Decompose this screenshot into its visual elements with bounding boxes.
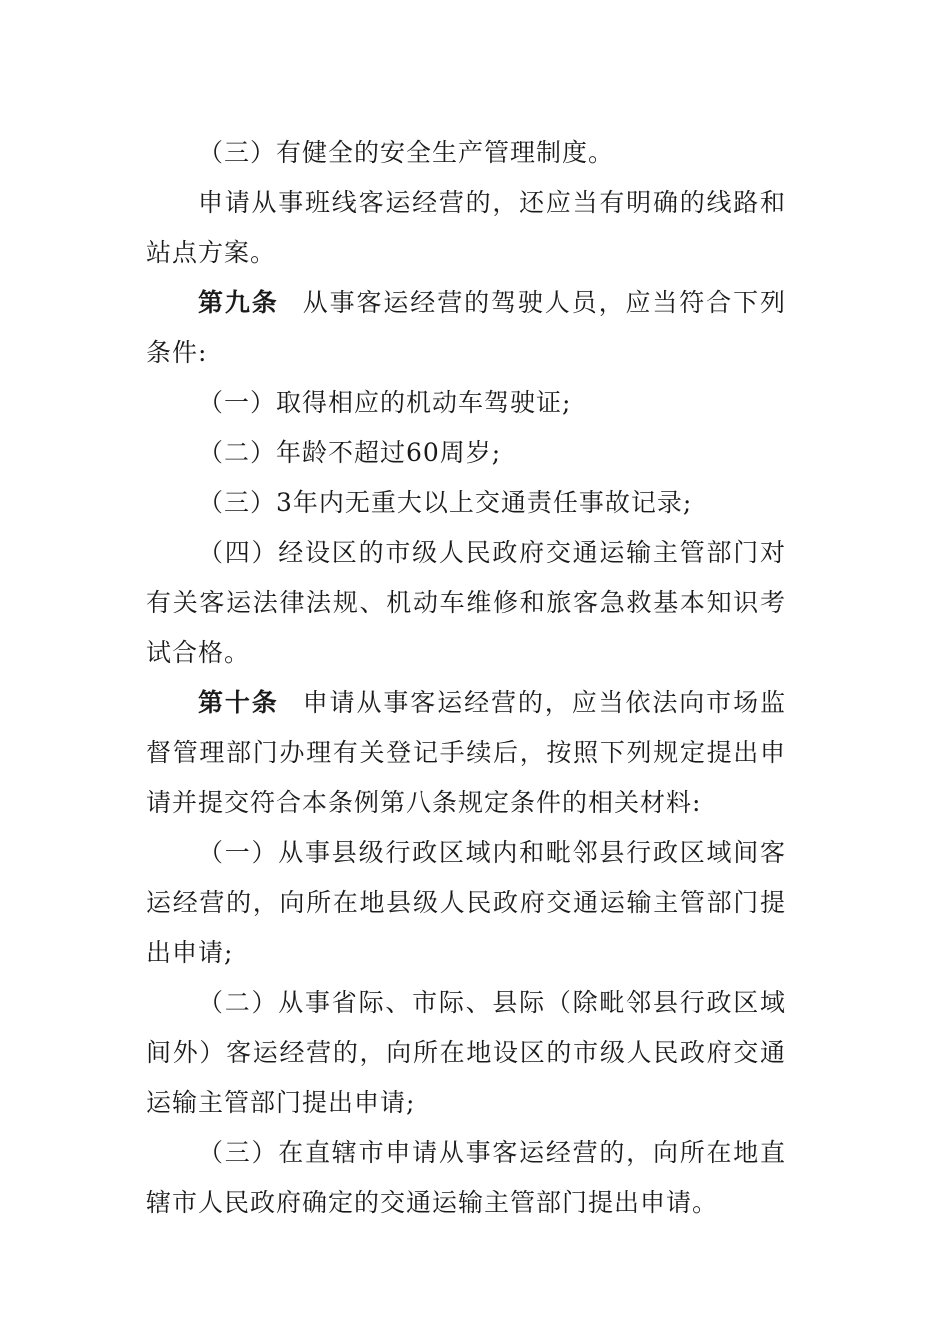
article-number: 第十条 (198, 688, 279, 717)
paragraph (146, 128, 786, 178)
paragraph-text: 申请从事客运经营的，应当依法向市场监督管理部门办理有关登记手续后，按照下列规定提出申请并提交符合本条例第八条规定条件的相关材料: (146, 688, 786, 817)
paragraph (146, 378, 786, 428)
paragraph-text: （一）从事县级行政区域内和毗邻县行政区域间客运经营的，向所在地县级人民政府交通运输主管部门提出申请; (146, 838, 786, 967)
paragraph-text: 从事客运经营的驾驶人员，应当符合下列条件: (146, 288, 786, 367)
paragraph-text: （三）在直辖市申请从事客运经营的，向所在地直辖市人民政府确定的交通运输主管部门提出申请。 (146, 1138, 786, 1217)
paragraph-text: （一）取得相应的机动车驾驶证; (198, 388, 572, 417)
paragraph (146, 528, 786, 678)
article-number: 第九条 (198, 288, 279, 317)
paragraph (146, 1128, 786, 1228)
paragraph-text: （三）3年内无重大以上交通责任事故记录; (198, 488, 693, 517)
article-paragraph (146, 278, 786, 378)
paragraph (146, 978, 786, 1128)
paragraph (146, 828, 786, 978)
paragraph (146, 478, 786, 528)
paragraph-text: （二）从事省际、市际、县际（除毗邻县行政区域间外）客运经营的，向所在地设区的市级人民政府交通运输主管部门提出申请; (146, 988, 786, 1117)
document-body (146, 128, 786, 1228)
paragraph-text: 申请从事班线客运经营的，还应当有明确的线路和站点方案。 (146, 188, 786, 267)
paragraph-text: （四）经设区的市级人民政府交通运输主管部门对有关客运法律法规、机动车维修和旅客急救基本知识考试合格。 (146, 538, 786, 667)
paragraph-text: （三）有健全的安全生产管理制度。 (198, 138, 615, 167)
paragraph (146, 178, 786, 278)
paragraph-text: （二）年龄不超过60周岁; (198, 438, 502, 467)
paragraph (146, 428, 786, 478)
article-paragraph (146, 678, 786, 828)
